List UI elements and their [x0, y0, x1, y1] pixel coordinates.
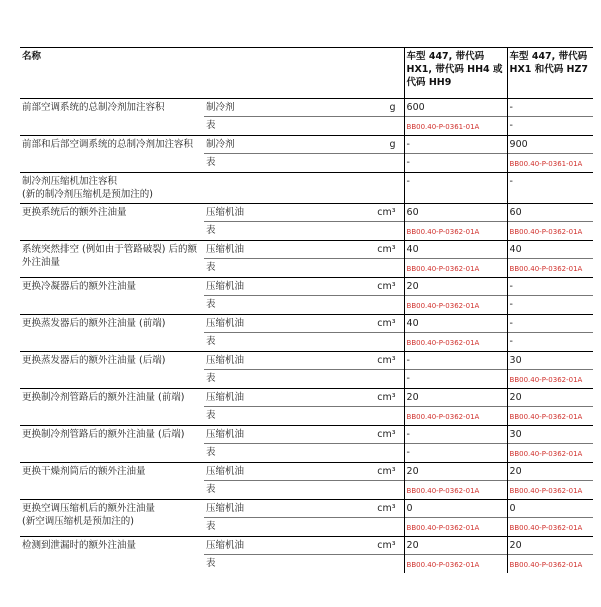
row-name: 更换空调压缩机后的额外注油量 (新空调压缩机是预加注的) [20, 500, 204, 537]
row-ref-col2[interactable]: BB00.40-P-0361-01A [507, 154, 593, 173]
row-unit: cm³ [344, 537, 404, 555]
row-name: 系统突然排空 (例如由于管路破裂) 后的额外注油量 [20, 241, 204, 278]
row-name: 制冷剂压缩机加注容积 (新的制冷剂压缩机是预加注的) [20, 173, 204, 204]
row-ref-col2[interactable]: BB00.40-P-0362-01A [507, 518, 593, 537]
row-ref-unit-empty [344, 222, 404, 241]
row-value-col2: 20 [507, 463, 593, 481]
row-value-col1: 20 [404, 278, 507, 296]
row-ref-unit-empty [344, 154, 404, 173]
table-row [20, 204, 593, 222]
row-value-col1: - [404, 173, 507, 204]
row-ref-unit-empty [344, 555, 404, 574]
row-unit: cm³ [344, 463, 404, 481]
row-unit: cm³ [344, 278, 404, 296]
header-col2: 车型 447, 带代码 HX1 和代码 HZ7 [507, 48, 593, 99]
row-value-col2: 900 [507, 136, 593, 154]
table-header-row [20, 48, 593, 99]
row-table-label: 表 [204, 518, 344, 537]
row-substance: 压缩机油 [204, 204, 344, 222]
row-unit: cm³ [344, 315, 404, 333]
table-row [20, 99, 593, 117]
row-value-col2: - [507, 173, 593, 204]
row-table-label: 表 [204, 555, 344, 574]
row-table-label: 表 [204, 481, 344, 500]
row-value-col1: 0 [404, 500, 507, 518]
row-name: 更换冷凝器后的额外注油量 [20, 278, 204, 315]
row-ref-unit-empty [344, 518, 404, 537]
row-name: 更换蒸发器后的额外注油量 (后端) [20, 352, 204, 389]
row-ref-col1[interactable]: BB00.40-P-0362-01A [404, 481, 507, 500]
row-unit: cm³ [344, 352, 404, 370]
row-unit: g [344, 99, 404, 117]
row-ref-col1[interactable]: BB00.40-P-0362-01A [404, 259, 507, 278]
row-ref-col2[interactable]: BB00.40-P-0362-01A [507, 259, 593, 278]
row-table-label: 表 [204, 222, 344, 241]
table-row [20, 352, 593, 370]
row-value-col1: 40 [404, 315, 507, 333]
row-value-col2: 30 [507, 352, 593, 370]
row-table-label: 表 [204, 370, 344, 389]
row-unit: g [344, 136, 404, 154]
row-ref-col2[interactable]: BB00.40-P-0362-01A [507, 370, 593, 389]
row-name: 检测到泄漏时的额外注油量 [20, 537, 204, 574]
spec-table [20, 47, 593, 573]
row-table-label: 表 [204, 154, 344, 173]
row-substance: 压缩机油 [204, 426, 344, 444]
row-table-label: 表 [204, 444, 344, 463]
row-ref-col1[interactable]: BB00.40-P-0362-01A [404, 296, 507, 315]
row-substance: 压缩机油 [204, 352, 344, 370]
row-substance [204, 173, 344, 204]
row-ref-col2: - [507, 296, 593, 315]
row-value-col1: 20 [404, 463, 507, 481]
row-substance: 制冷剂 [204, 136, 344, 154]
row-ref-col1: - [404, 370, 507, 389]
row-ref-unit-empty [344, 444, 404, 463]
row-table-label: 表 [204, 407, 344, 426]
row-name: 更换系统后的额外注油量 [20, 204, 204, 241]
row-ref-unit-empty [344, 370, 404, 389]
row-ref-unit-empty [344, 333, 404, 352]
row-ref-col1[interactable]: BB00.40-P-0362-01A [404, 222, 507, 241]
row-substance: 压缩机油 [204, 537, 344, 555]
row-unit [344, 173, 404, 204]
row-table-label: 表 [204, 259, 344, 278]
row-value-col1: 20 [404, 537, 507, 555]
row-ref-unit-empty [344, 407, 404, 426]
row-name: 前部空调系统的总制冷剂加注容积 [20, 99, 204, 136]
row-name: 更换制冷剂管路后的额外注油量 (前端) [20, 389, 204, 426]
row-ref-unit-empty [344, 481, 404, 500]
row-value-col2: 60 [507, 204, 593, 222]
row-substance: 压缩机油 [204, 389, 344, 407]
row-table-label: 表 [204, 296, 344, 315]
row-unit: cm³ [344, 241, 404, 259]
row-substance: 压缩机油 [204, 315, 344, 333]
table-row [20, 173, 593, 204]
table-row [20, 389, 593, 407]
row-value-col2: 40 [507, 241, 593, 259]
row-unit: cm³ [344, 426, 404, 444]
row-value-col2: 20 [507, 537, 593, 555]
row-ref-col1: - [404, 154, 507, 173]
table-row [20, 241, 593, 259]
row-value-col2: - [507, 99, 593, 117]
row-table-label: 表 [204, 333, 344, 352]
table-row [20, 136, 593, 154]
row-ref-col2[interactable]: BB00.40-P-0362-01A [507, 222, 593, 241]
row-ref-unit-empty [344, 117, 404, 136]
row-name: 更换制冷剂管路后的额外注油量 (后端) [20, 426, 204, 463]
header-col1: 车型 447, 带代码 HX1, 带代码 HH4 或代码 HH9 [404, 48, 507, 99]
row-ref-col2[interactable]: BB00.40-P-0362-01A [507, 481, 593, 500]
row-ref-col1[interactable]: BB00.40-P-0362-01A [404, 407, 507, 426]
table-row [20, 500, 593, 518]
row-substance: 压缩机油 [204, 278, 344, 296]
row-value-col1: 40 [404, 241, 507, 259]
row-value-col2: - [507, 315, 593, 333]
row-name: 前部和后部空调系统的总制冷剂加注容积 [20, 136, 204, 173]
row-unit: cm³ [344, 204, 404, 222]
row-ref-col1[interactable]: BB00.40-P-0362-01A [404, 333, 507, 352]
row-value-col2: 20 [507, 389, 593, 407]
row-ref-col1[interactable]: BB00.40-P-0362-01A [404, 518, 507, 537]
table-row [20, 463, 593, 481]
spec-table-sheet [20, 47, 593, 573]
row-substance: 制冷剂 [204, 99, 344, 117]
row-substance: 压缩机油 [204, 463, 344, 481]
table-row [20, 315, 593, 333]
row-unit: cm³ [344, 389, 404, 407]
row-ref-col1: - [404, 444, 507, 463]
row-value-col1: 600 [404, 99, 507, 117]
table-row [20, 537, 593, 555]
table-row [20, 278, 593, 296]
row-value-col1: - [404, 352, 507, 370]
row-value-col1: - [404, 426, 507, 444]
row-ref-col2[interactable]: BB00.40-P-0362-01A [507, 444, 593, 463]
table-body [20, 99, 593, 574]
row-ref-col1[interactable]: BB00.40-P-0361-01A [404, 117, 507, 136]
row-value-col2: - [507, 278, 593, 296]
row-value-col1: 60 [404, 204, 507, 222]
row-name: 更换蒸发器后的额外注油量 (前端) [20, 315, 204, 352]
row-ref-col1[interactable]: BB00.40-P-0362-01A [404, 555, 507, 574]
row-substance: 压缩机油 [204, 241, 344, 259]
row-value-col2: 0 [507, 500, 593, 518]
row-ref-col2: - [507, 117, 593, 136]
row-substance: 压缩机油 [204, 500, 344, 518]
row-ref-col2[interactable]: BB00.40-P-0362-01A [507, 555, 593, 574]
row-value-col1: - [404, 136, 507, 154]
row-name: 更换干燥剂筒后的额外注油量 [20, 463, 204, 500]
row-ref-unit-empty [344, 259, 404, 278]
header-name: 名称 [20, 48, 404, 99]
row-value-col1: 20 [404, 389, 507, 407]
row-unit: cm³ [344, 500, 404, 518]
row-table-label: 表 [204, 117, 344, 136]
row-ref-unit-empty [344, 296, 404, 315]
table-row [20, 426, 593, 444]
row-ref-col2: - [507, 333, 593, 352]
row-value-col2: 30 [507, 426, 593, 444]
row-ref-col2[interactable]: BB00.40-P-0362-01A [507, 407, 593, 426]
